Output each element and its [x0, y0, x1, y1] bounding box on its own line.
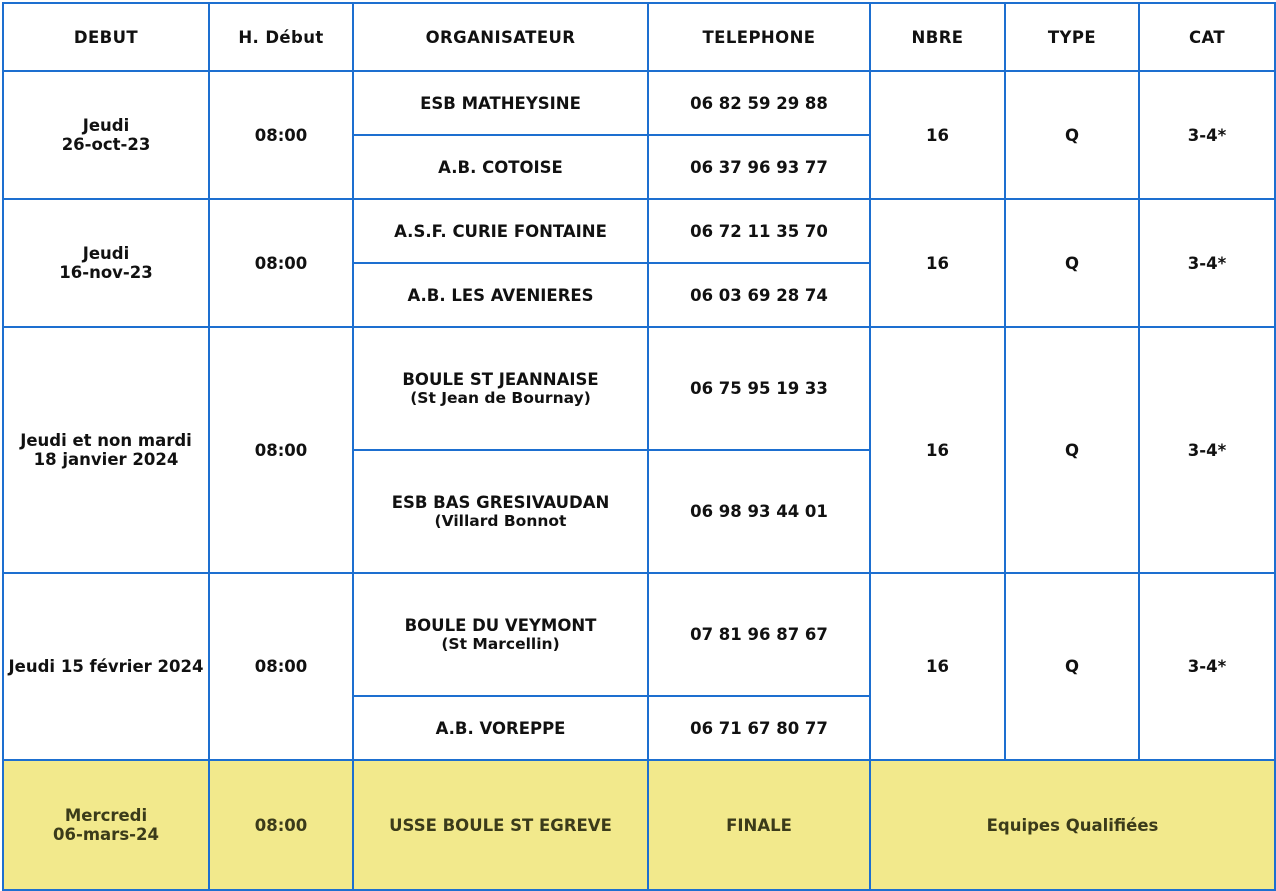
- organisateur-city: (St Jean de Bournay): [410, 389, 591, 407]
- organisateur-city: (Villard Bonnot: [434, 512, 567, 530]
- final-row: [3, 760, 1275, 890]
- organisateur-name: ESB BAS GRESIVAUDAN: [391, 493, 610, 512]
- organisateur-tel: 06 98 93 44 01: [649, 450, 869, 572]
- final-organisateur: USSE BOULE ST EGREVE: [353, 760, 648, 890]
- row-organisateur-cell: [353, 573, 648, 760]
- row-date: [3, 327, 209, 573]
- row-heure: 08:00: [209, 199, 353, 327]
- header-type: TYPE: [1005, 3, 1139, 71]
- row-type: Q: [1005, 327, 1139, 573]
- organisateur-name: BOULE ST JEANNAISE: [402, 370, 599, 389]
- organisateur-name: A.B. COTOISE: [354, 135, 647, 198]
- schedule-table: [2, 2, 1276, 891]
- table-row: [3, 71, 1275, 199]
- table-row: [3, 327, 1275, 573]
- organisateur-tel: 06 82 59 29 88: [690, 93, 828, 113]
- header-debut: DEBUT: [3, 3, 209, 71]
- table-row: [3, 199, 1275, 327]
- row-heure: 08:00: [209, 573, 353, 760]
- row-date: [3, 199, 209, 327]
- row-cat: 3-4*: [1139, 327, 1275, 573]
- header-cat: CAT: [1139, 3, 1275, 71]
- organisateur-name: BOULE DU VEYMONT: [404, 616, 597, 635]
- header-heure-debut: H. Début: [209, 3, 353, 71]
- row-type: Q: [1005, 573, 1139, 760]
- organisateur-city: (St Marcellin): [441, 635, 560, 653]
- final-qualifies: Equipes Qualifiées: [870, 760, 1275, 890]
- organisateur-name: A.B. VOREPPE: [354, 696, 647, 759]
- header-organisateur: ORGANISATEUR: [353, 3, 648, 71]
- organisateur-name: A.B. LES AVENIERES: [354, 263, 647, 326]
- organisateur-tel: 07 81 96 87 67: [690, 625, 828, 644]
- final-telephone: FINALE: [648, 760, 870, 890]
- organisateur-tel: 06 75 95 19 33: [690, 379, 828, 398]
- row-date-line2: 26-oct-23: [61, 135, 151, 154]
- row-date-line2: 18 janvier 2024: [33, 450, 179, 469]
- final-heure: 08:00: [209, 760, 353, 890]
- row-type: Q: [1005, 199, 1139, 327]
- organisateur-tel: 06 71 67 80 77: [649, 696, 869, 759]
- organisateur-tel: 06 37 96 93 77: [649, 135, 869, 198]
- row-nbre: 16: [870, 573, 1005, 760]
- row-heure: 08:00: [209, 71, 353, 199]
- table-row: [3, 573, 1275, 760]
- final-date-line2: 06-mars-24: [53, 825, 159, 844]
- row-heure: 08:00: [209, 327, 353, 573]
- organisateur-name: A.S.F. CURIE FONTAINE: [394, 221, 607, 241]
- schedule-sheet: [0, 2, 1276, 844]
- header-telephone: TELEPHONE: [648, 3, 870, 71]
- row-date-line1: Jeudi: [82, 116, 130, 135]
- row-telephone-cell: [648, 199, 870, 327]
- final-date: [3, 760, 209, 890]
- row-organisateur-cell: [353, 199, 648, 327]
- row-date-line2: 16-nov-23: [59, 263, 153, 282]
- organisateur-name: ESB MATHEYSINE: [420, 93, 581, 113]
- row-telephone-cell: [648, 327, 870, 573]
- row-nbre: 16: [870, 327, 1005, 573]
- row-organisateur-cell: [353, 327, 648, 573]
- row-cat: 3-4*: [1139, 573, 1275, 760]
- row-date-line1: Jeudi 15 février 2024: [8, 657, 204, 676]
- row-date-line1: Jeudi et non mardi: [20, 431, 192, 450]
- final-date-line1: Mercredi: [64, 806, 148, 825]
- row-date-line1: Jeudi: [82, 244, 130, 263]
- row-cat: 3-4*: [1139, 199, 1275, 327]
- row-telephone-cell: [648, 71, 870, 199]
- table-header-row: [3, 3, 1275, 71]
- organisateur-tel: 06 03 69 28 74: [649, 263, 869, 326]
- row-telephone-cell: [648, 573, 870, 760]
- row-nbre: 16: [870, 71, 1005, 199]
- row-nbre: 16: [870, 199, 1005, 327]
- row-date: [3, 573, 209, 760]
- row-organisateur-cell: [353, 71, 648, 199]
- header-nbre: NBRE: [870, 3, 1005, 71]
- row-date: [3, 71, 209, 199]
- row-type: Q: [1005, 71, 1139, 199]
- row-cat: 3-4*: [1139, 71, 1275, 199]
- organisateur-tel: 06 72 11 35 70: [690, 221, 828, 241]
